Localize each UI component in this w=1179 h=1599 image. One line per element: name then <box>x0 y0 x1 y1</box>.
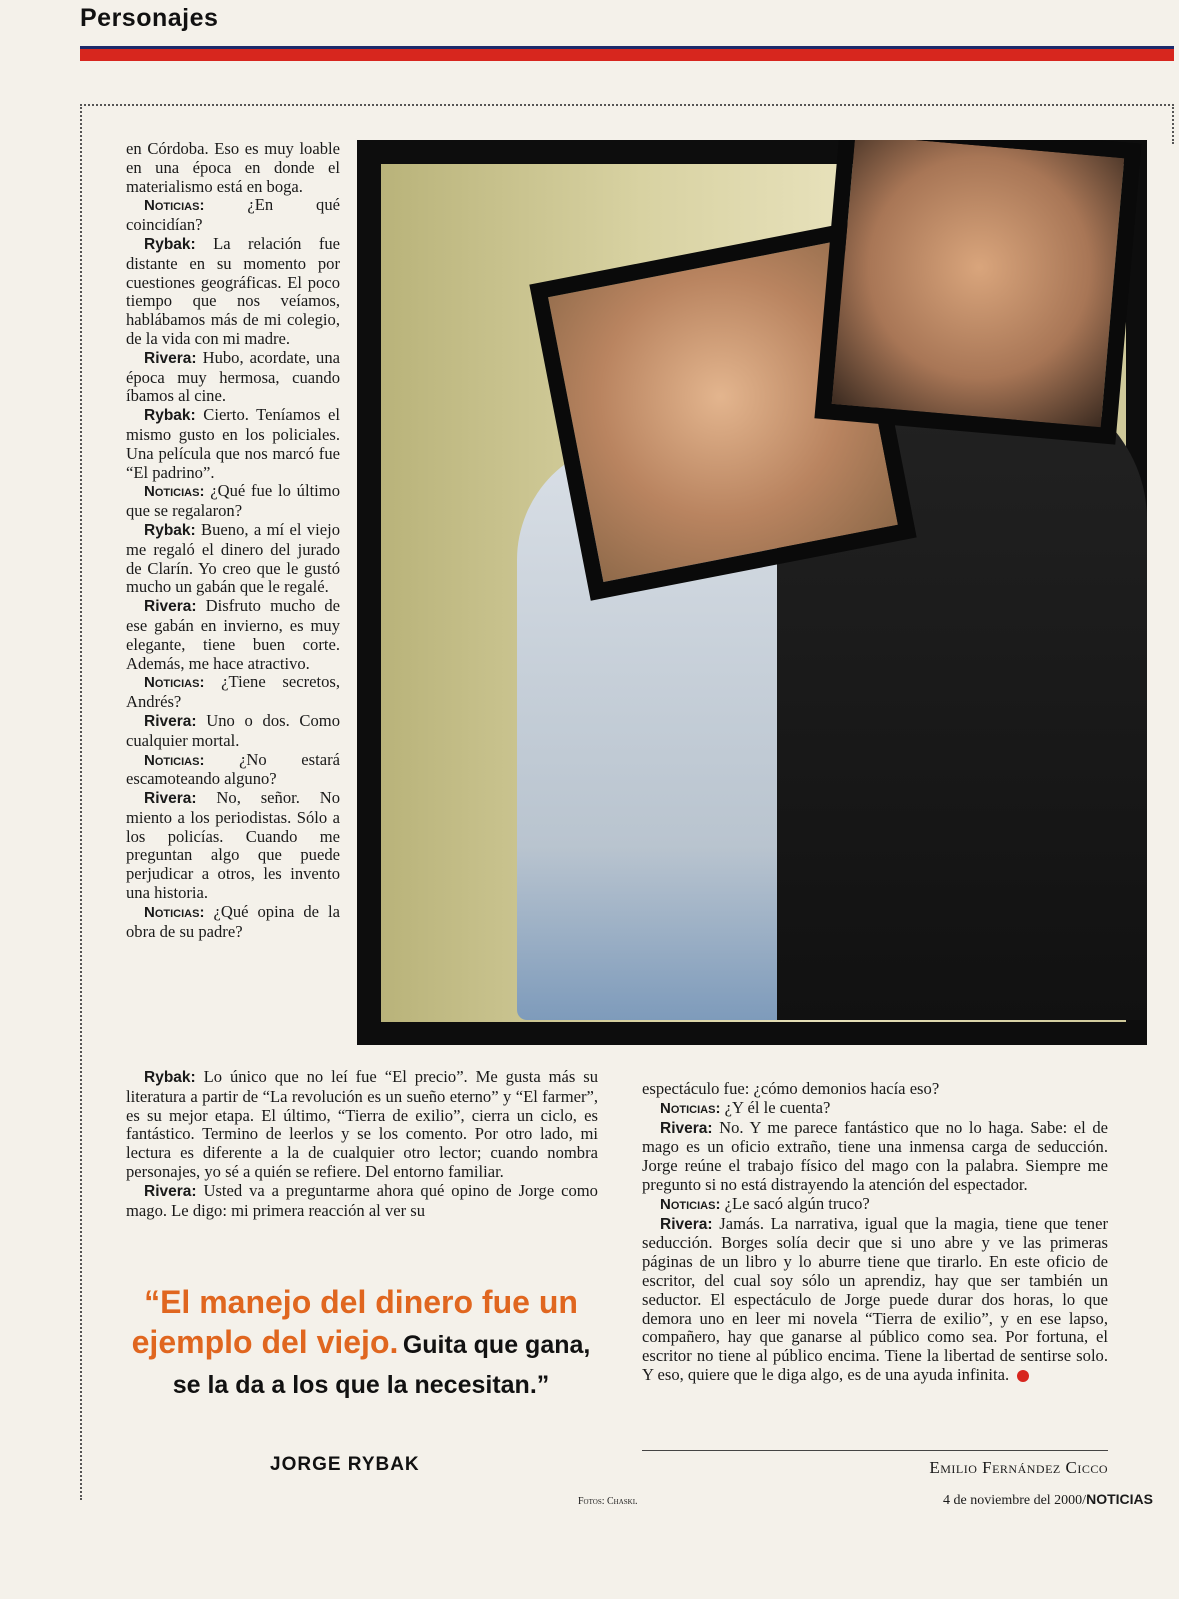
end-mark-icon <box>1017 1370 1029 1382</box>
pull-quote-author: JORGE RYBAK <box>270 1454 420 1475</box>
dotted-border-right <box>1172 104 1174 144</box>
photo-frame-face-right <box>814 140 1141 445</box>
paragraph-text: ¿Qué opina de la obra de su padre? <box>126 901 340 941</box>
paragraph-text: ¿Y él le cuenta? <box>724 1097 831 1117</box>
speaker-label: Rivera: <box>144 349 197 367</box>
byline-rule <box>642 1450 1108 1451</box>
paragraph <box>126 196 340 235</box>
paragraph <box>126 789 340 903</box>
speaker-label: Noticias: <box>144 903 205 921</box>
pull-quote-highlight: “El manejo del dinero fue un ejemplo del viejo. <box>131 1284 578 1360</box>
paragraph-text: Bueno, a mí el viejo me regaló el dinero del jurado de Clarín. Yo creo que le gustó mucho un gabán que le regalé. <box>126 519 340 597</box>
section-title: Personajes <box>80 4 219 32</box>
paragraph-text: Disfruto mucho de ese gabán en invierno, es muy elegante, tiene buen corte. Además, me hace atractivo. <box>126 596 340 673</box>
paragraph <box>126 1068 598 1182</box>
text-column-right <box>642 1080 1108 1385</box>
speaker-label: Noticias: <box>144 674 205 692</box>
speaker-label: Noticias: <box>660 1099 721 1117</box>
pull-quote <box>126 1282 596 1405</box>
paragraph <box>642 1119 1108 1195</box>
speaker-label: Rivera: <box>144 598 197 616</box>
paragraph-text: ¿No estará escamoteando alguno? <box>126 749 340 789</box>
paragraph-text: ¿En qué coincidían? <box>126 195 340 235</box>
paragraph <box>642 1099 1108 1119</box>
paragraph-text: No, señor. No miento a los periodistas. Sólo a los policías. Cuando me preguntan algo que puede perjudicar a otros, les invento una historia. <box>126 788 340 903</box>
speaker-label: Noticias: <box>144 197 205 215</box>
text-column-bottom <box>126 1068 598 1220</box>
speaker-label: Rybak: <box>144 521 196 539</box>
speaker-label: Rivera: <box>660 1215 713 1233</box>
paragraph-text: en Córdoba. Eso es muy loable en una época en donde el materialismo está en boga. <box>126 139 340 196</box>
paragraph <box>126 482 340 521</box>
paragraph <box>126 597 340 673</box>
page-footer <box>943 1491 1153 1509</box>
speaker-label: Noticias: <box>660 1195 721 1213</box>
paragraph <box>126 1182 598 1221</box>
text-column-left <box>126 140 340 941</box>
paragraph <box>642 1215 1108 1385</box>
speaker-label: Noticias: <box>144 483 205 501</box>
byline: Emilio Fernández Cicco <box>929 1458 1108 1477</box>
paragraph <box>126 673 340 712</box>
footer-magazine: NOTICIAS <box>1086 1491 1153 1507</box>
paragraph-text: No. Y me parece fantástico que no lo haga. Sabe: el de mago es un oficio extraño, tiene una inmensa carga de seducción. Jorge reúne el trabajo físico del mago con la palabra. Siempre me pregunto si no está distrayendo la atención del espectador. <box>642 1117 1108 1194</box>
speaker-label: Rybak: <box>144 1069 196 1086</box>
paragraph <box>126 903 340 942</box>
dotted-border-top <box>80 104 1174 106</box>
paragraph-text: Uno o dos. Como cualquier mortal. <box>126 710 340 750</box>
paragraph-text: ¿Le sacó algún truco? <box>724 1193 870 1213</box>
paragraph <box>642 1080 1108 1099</box>
paragraph <box>126 349 340 406</box>
footer-date: 4 de noviembre del 2000/ <box>943 1493 1087 1508</box>
paragraph-text: espectáculo fue: ¿cómo demonios hacía eso? <box>642 1079 940 1098</box>
paragraph <box>126 235 340 349</box>
speaker-label: Rivera: <box>144 1182 197 1200</box>
paragraph <box>126 712 340 751</box>
speaker-label: Noticias: <box>144 751 205 769</box>
speaker-label: Rivera: <box>144 712 197 730</box>
paragraph <box>126 406 340 482</box>
paragraph <box>642 1195 1108 1215</box>
photo-credit: Fotos: Chaski. <box>578 1496 638 1507</box>
speaker-label: Rivera: <box>660 1119 713 1137</box>
dotted-border-left <box>80 104 82 1500</box>
pull-quote-rest: Guita que gana, se la da a los que la necesitan.” <box>172 1331 591 1399</box>
header-rule <box>80 46 1174 61</box>
paragraph <box>126 140 340 196</box>
speaker-label: Rybak: <box>144 235 196 253</box>
paragraph <box>126 521 340 597</box>
paragraph <box>126 751 340 790</box>
paragraph-text: Cierto. Teníamos el mismo gusto en los policiales. Una película que nos marcó fue “El padrino”. <box>126 405 340 482</box>
speaker-label: Rybak: <box>144 407 196 425</box>
paragraph-text: ¿Tiene secretos, Andrés? <box>126 672 340 712</box>
paragraph-text: La relación fue distante en su momento por cuestiones geográficas. El poco tiempo que nos veíamos, hablábamos más de mi colegio, de la vida con mi madre. <box>126 233 341 348</box>
paragraph-text: ¿Qué fue lo último que se regalaron? <box>126 481 340 521</box>
paragraph-text: Jamás. La narrativa, igual que la magia, tiene que tener seducción. Borges solía decir que si uno abre y ve las primeras páginas de un libro y lo aburre tiene que tirarlo. En este oficio de escritor, del cual soy sólo un aprendiz, hay que ser también un seductor. El espectáculo de Jorge puede durar dos horas, lo que demora uno en leer mi novela “Tierra de exilio”, y en ese lapso, compañero, hay que ganarse al público como sea. Por fortuna, el escritor no tiene al público encima. Tiene la libertad de sentirse solo. Y eso, quiere que le diga algo, es de una ayuda infinita. <box>642 1213 1108 1384</box>
portrait-photo <box>357 140 1147 1045</box>
paragraph-text: Hubo, acordate, una época muy hermosa, cuando íbamos al cine. <box>126 347 340 406</box>
paragraph-text: Lo único que no leí fue “El precio”. Me gusta más su literatura a partir de “La revolución es un sueño eterno” y “El farmer”, es su mejor etapa. El último, “Tierra de exilio”, cierra un ciclo, es fantástico. Termino de leerlos y se los comento. Por otro lado, mi lectura es diferente a la de cualquier otro lector; cuando nombra personajes, yo sé a quién se refiere. Del entorno familiar. <box>126 1067 598 1181</box>
speaker-label: Rivera: <box>144 790 197 808</box>
paragraph-text: Usted va a preguntarme ahora qué opino de Jorge como mago. Le digo: mi primera reacción al ver su <box>126 1180 598 1220</box>
